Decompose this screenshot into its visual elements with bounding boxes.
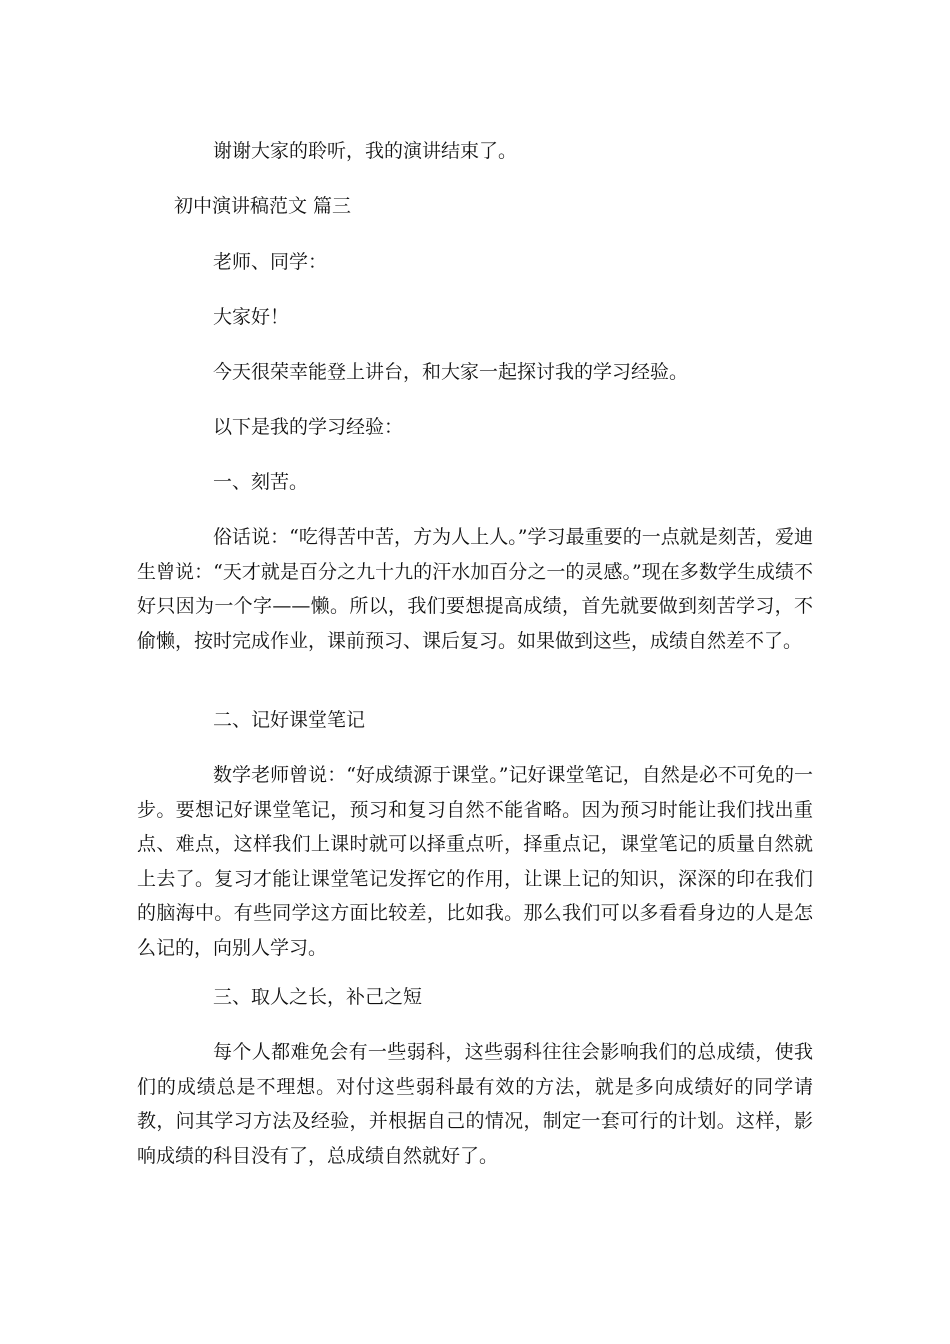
closing-line: 谢谢大家的聆听，我的演讲结束了。 <box>213 140 518 162</box>
point-1-body: 俗话说：“吃得苦中苦，方为人上人。”学习最重要的一点就是刻苦，爱迪生曾说：“天才就是百分之九十九的汗水加百分之一的灵感。”现在多数学生成绩不好只因为一个字——懒。所以，我们要想提高成绩，首先就要做到刻苦学习，不偷懒，按时完成作业，课前预习、课后复习。如果做到这些，成绩自然差不了。 <box>137 526 813 652</box>
point-2-heading: 二、记好课堂笔记 <box>213 709 366 731</box>
salutation: 老师、同学： <box>213 251 328 273</box>
greeting: 大家好！ <box>213 306 290 328</box>
point-3-heading: 三、取人之长，补己之短 <box>213 986 423 1008</box>
section-title: 初中演讲稿范文 篇三 <box>174 195 352 217</box>
lead-in: 以下是我的学习经验： <box>213 416 404 438</box>
point-3-body: 每个人都难免会有一些弱科，这些弱科往往会影响我们的总成绩，使我们的成绩总是不理想。对付这些弱科最有效的方法，就是多向成绩好的同学请教，问其学习方法及经验，并根据自己的情况，制定一套可行的计划。这样，影响成绩的科目没有了，总成绩自然就好了。 <box>137 1041 813 1167</box>
point-1-heading: 一、刻苦。 <box>213 471 309 493</box>
intro-paragraph: 今天很荣幸能登上讲台，和大家一起探讨我的学习经验。 <box>213 361 689 383</box>
point-2-body: 数学老师曾说：“好成绩源于课堂。”记好课堂笔记，自然是必不可免的一步。要想记好课堂笔记，预习和复习自然不能省略。因为预习时能让我们找出重点、难点，这样我们上课时就可以择重点听，择重点记，课堂笔记的质量自然就上去了。复习才能让课堂笔记发挥它的作用，让课上记的知识，深深的印在我们的脑海中。有些同学这方面比较差，比如我。那么我们可以多看看身边的人是怎么记的，向别人学习。 <box>137 764 813 959</box>
